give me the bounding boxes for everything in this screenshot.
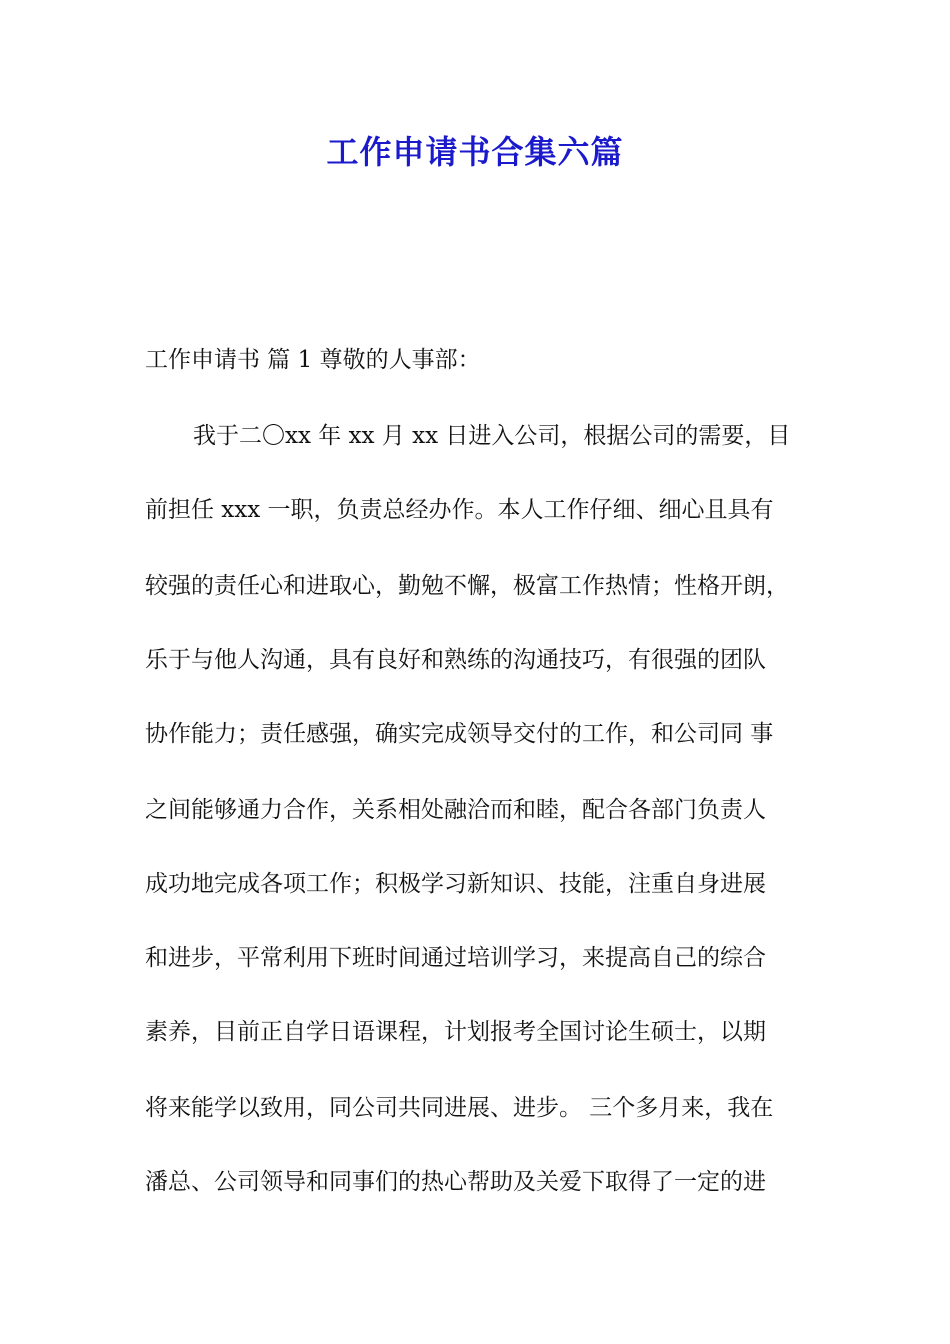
body-line: 素养，目前正自学日语课程，计划报考全国讨论生硕士，以期: [145, 1019, 766, 1045]
body-line: 乐于与他人沟通，具有良好和熟练的沟通技巧，有很强的团队: [145, 647, 766, 673]
body-line: 之间能够通力合作，关系相处融洽而和睦，配合各部门负责人: [145, 797, 766, 823]
salutation-line: 工作申请书 篇 1 尊敬的人事部：: [145, 347, 481, 373]
document-title: 工作申请书合集六篇: [326, 133, 624, 171]
body-line: 和进步，平常利用下班时间通过培训学习，来提高自己的综合: [145, 945, 766, 971]
body-line: 协作能力；责任感强，确实完成领导交付的工作，和公司同 事: [145, 721, 774, 747]
body-line: 我于二〇xx 年 xx 月 xx 日进入公司，根据公司的需要，目: [193, 423, 791, 449]
body-line: 将来能学以致用，同公司共同进展、进步。 三个多月来，我在: [145, 1095, 774, 1121]
body-line: 前担任 xxx 一职，负责总经办作。本人工作仔细、细心且具有: [145, 497, 774, 523]
body-line: 成功地完成各项工作；积极学习新知识、技能，注重自身进展: [145, 871, 766, 897]
body-line: 潘总、公司领导和同事们的热心帮助及关爱下取得了一定的进: [145, 1169, 766, 1195]
body-line: 较强的责任心和进取心，勤勉不懈，极富工作热情；性格开朗，: [145, 573, 789, 599]
